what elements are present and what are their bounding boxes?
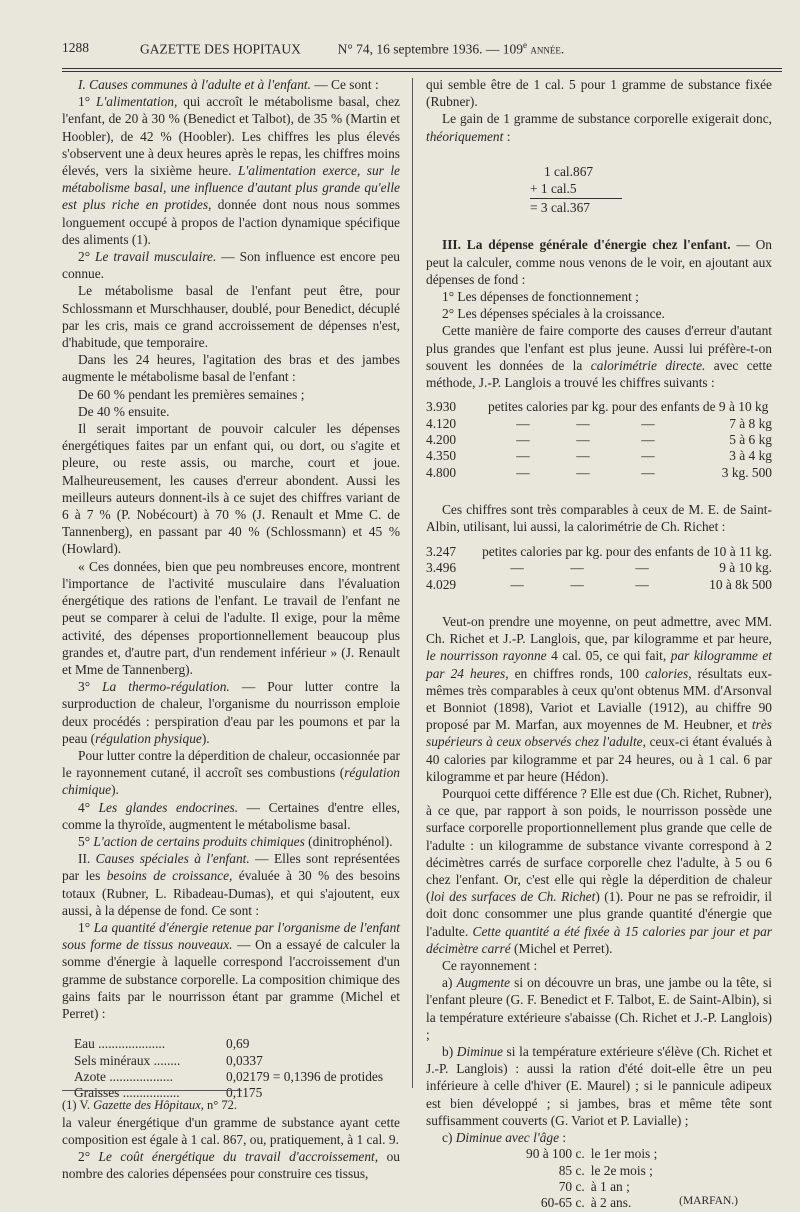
age-list-block — [426, 1146, 772, 1212]
langlois-table — [426, 399, 772, 481]
para-energie-retenue: 1° La quantité d'énergie retenue par l'organisme de l'enfant sous forme de tissus nouveaux. — On a essayé de calculer la somme d'énergie à laquelle correspond l'accroissement d'un gramme de substance corporelle. La composition chimique des gains faits par le nourrisson étant par gramme (Michel et Perret) : — [62, 919, 400, 1021]
para-thermo: 3° La thermo-régulation. — Pour lutter contre la surproduction de chaleur, l'organisme du nourrisson emploie deux procédés : perspiration d'eau par les poumons et par la peau (régulation physique). — [62, 679, 400, 746]
table-row: Graisses ................. 0,1175 — [74, 1085, 263, 1101]
para-saint-albin: Ces chiffres sont très comparables à ceux de M. E. de Saint-Albin, utilisant, lui aussi, la calorimétrie de Ch. Richet : — [426, 502, 772, 535]
footnote-rule — [62, 1090, 242, 1091]
table-row: 4.800 — — — 3 kg. 500 — [426, 464, 772, 480]
para-60: De 60 % pendant les premières semaines ; — [78, 386, 305, 402]
para-causes-speciales: II. Causes spéciales à l'enfant. — Elles sont représentées par les besoins de croissance, évaluée à 30 % des besoins totaux (Rubner, L. Ribadeau-Dumas), et qui s'ajoutent, eux aussi, à la dépense de fond. Ce sont : — [62, 851, 400, 918]
para-metabolisme: Le métabolisme basal de l'enfant peut être, pour Schlossmann et Murschhauser, doublé, pour Benedict, décuplé par les cris, mais ce grand accroissement de dépenses n'est, d'habitude, que temporaire. — [62, 283, 400, 351]
para-rayonnement: Ce rayonnement : — [442, 957, 538, 973]
para-rubner: qui semble être de 1 cal. 5 pour 1 gramme de substance fixée (Rubner). — [426, 77, 772, 110]
para-fonctionnement: 1° Les dépenses de fonctionnement ; — [442, 289, 639, 305]
left-column — [62, 76, 400, 1183]
para-cout: 2° Le coût énergétique du travail d'accroissement, ou nombre des calories dépensées pour construire ces tissus, — [62, 1149, 400, 1182]
age-list — [526, 1146, 663, 1212]
composition-table — [74, 1036, 383, 1102]
signature: (MARFAN.) — [679, 1194, 738, 1207]
para-produits: 5° L'action de certains produits chimiques (dinitrophénol). — [78, 833, 393, 849]
para-diminue: b) Diminue si la température extérieure s'élève (Ch. Richet et J.-P. Langlois) : aussi la ration d'été doit-elle être un peu inférieure à celle d'hiver (E. Maurel) ; si le pannicule adipeux est bien développé ; si jambes, bras et même tête sont suffisamment couverts (G. Variot et P. Lavialle) ; — [426, 1043, 772, 1128]
para-citation: « Ces données, bien que peu nombreuses encore, montrent l'importance de l'activité musculaire dans l'évaluation énergétique des rations de l'enfant. Le travail de l'enfant ne peut se comparer à celui de l'adulte. Il exige, pour la même activité, des dépenses proportionnellement beaucoup plus grandes et, d'autre part, d'un rendement inférieur » (J. Renault et Mme de Tannenberg). — [62, 558, 400, 677]
issue-info: N° 74, 16 septembre 1936. — 109 — [337, 41, 524, 57]
para-travail: 2° Le travail musculaire. — Son influence est encore peu connue. — [62, 249, 400, 282]
table-row: 3.496 — — — 9 à 10 kg. — [426, 560, 772, 576]
issue-suffix: année. — [530, 41, 565, 57]
para-age: c) Diminue avec l'âge : — [442, 1130, 567, 1145]
table-row: Azote ................... 0,02179 = 0,1396 de protides — [74, 1068, 384, 1084]
list-item: 85 c. le 2e mois ; — [558, 1162, 653, 1178]
header-rule-thin — [62, 71, 782, 72]
para-augmente: a) Augmente si on découvre un bras, une jambe ou la tête, si l'enfant pleure (G. F. Benedict et F. Talbot, E. de Saint-Albin), si la température extérieure s'abaisse (Ch. Richet et J.-P. Langlois) ; — [426, 975, 772, 1042]
para-valeur: la valeur énergétique d'un gramme de substance ayant cette composition est égale à 1 cal. 867, ou, pratiquement, à 1 cal. 9. — [62, 1114, 400, 1147]
para-deperdition: Pour lutter contre la déperdition de chaleur, occasionnée par le rayonnement cutané, il accroît ses combustions (régulation chimique). — [62, 747, 400, 798]
calorie-sum: 1 cal.867 + 1 cal.5 = 3 cal.367 — [530, 163, 622, 217]
table-row: 4.200 — — — 5 à 6 kg — [426, 432, 772, 448]
para-alimentation: 1° L'alimentation, qui accroît le métabolisme basal, chez l'enfant, de 20 à 30 % (Benedict et Talbot), de 35 % (Martin et Hoobler), de 42 % (Hoobler). Les chiffres les plus élevés s'observent une à deux heures après le repas, les chiffres moins élevés, vers la sixième heure. L'alimentation exerce, sur le métabolisme basal, une influence d'autant plus grande qu'elle est plus riche en protides, donnée dont nous nous sommes longuement occupé à propos de l'action dynamique spécifique des aliments (1). — [62, 94, 401, 247]
table-row: 4.120 — — — 7 à 8 kg — [426, 415, 772, 431]
table-row: 4.350 — — — 3 à 4 kg — [426, 448, 772, 464]
table-row: Eau .................... 0,69 — [74, 1036, 250, 1052]
issue-sup: e — [523, 40, 528, 50]
para-40: De 40 % ensuite. — [78, 403, 170, 419]
saint-albin-table — [426, 544, 772, 593]
para-depense-generale: III. La dépense générale d'énergie chez l'enfant. — On peut la calculer, comme nous venons de le voir, en ajoutant aux dépenses de fond : — [426, 237, 772, 287]
journal-title — [122, 40, 780, 60]
column-separator — [412, 78, 413, 1088]
journal-name: GAZETTE DES HOPITAUX — [140, 41, 301, 57]
para-glandes: 4° Les glandes endocrines. — Certaines d'entre elles, comme la thyroïde, augmentent le métabolisme basal. — [62, 799, 400, 832]
right-column — [426, 76, 772, 1212]
para-gain: Le gain de 1 gramme de substance corporelle exigerait donc, théoriquement : — [426, 111, 772, 144]
para-causes-communes: I. Causes communes à l'adulte et à l'enfant. — Ce sont : — [78, 77, 379, 92]
para-difference: Pourquoi cette différence ? Elle est due (Ch. Richet, Rubner), à ce que, par rapport à son poids, le nourrisson possède une surface corporelle proportionnellement plus grande que celle de l'adulte : un kilogramme de substance vivante correspond à 2 décimètres carrés de surface corporelle chez l'adulte, à 5 ou 6 chez l'enfant. Or, c'est elle qui règle la déperdition de chaleur (loi des surfaces de Ch. Richet) (1). Pour ne pas se refroidir, il doit donc consommer une plus grande quantité d'énergie que l'adulte. Cette quantité a été fixée à 15 calories par jour et par décimètre carré (Michel et Perret). — [426, 785, 773, 956]
para-moyenne: Veut-on prendre une moyenne, on peut admettre, avec MM. Ch. Richet et J.-P. Langlois, que, par kilogramme et par heure, le nourrisson rayonne 4 cal. 05, ce qui fait, par kilogramme et par 24 heures, en chiffres ronds, 100 calories, résultats eux-mêmes très comparables à ceux qu'ont obtenus MM. d'Arsonval et Bonniot (1898), Variot et Lavialle (1912), au chiffre 90 proposé par M. Marfan, aux moyennes de M. Heubner, et très supérieurs à ceux observés chez l'adulte, ceux-ci étant évalués à 40 calories par kilogramme et par 24 heures, ou à 1 cal. 6 par kilogramme et par heure (Hédon). — [426, 613, 772, 784]
para-agitation: Dans les 24 heures, l'agitation des bras et des jambes augmente le métabolisme basal de l'enfant : — [62, 352, 400, 385]
table-row: Sels minéraux ........ 0,0337 — [74, 1052, 263, 1068]
para-croissance: 2° Les dépenses spéciales à la croissance. — [442, 306, 665, 322]
list-item: 90 à 100 c. le 1er mois ; — [526, 1146, 658, 1162]
footnote: (1) V. Gazette des Hôpitaux, n° 72. — [62, 1098, 238, 1112]
page-number: 1288 — [62, 40, 89, 55]
para-calorimetrie: Cette manière de faire comporte des causes d'erreur d'autant plus grandes que l'enfant est plus jeune. Aussi lui préfère-t-on souvent les données de la calorimétrie directe. avec cette méthode, J.-P. Langlois a trouvé les chiffres suivants : — [426, 323, 772, 391]
running-header — [62, 40, 780, 60]
para-depenses: Il serait important de pouvoir calculer les dépenses énergétiques faites par un enfant qui, ou dort, ou s'agite et pleure, ou reste assis, ou marche, court et joue. Malheureusement, les causes d'erreur abondent. Aussi les meilleurs auteurs donnent-ils à ce sujet des chiffres variant de 6 à 7 % (P. Nobécourt) à 70 % (J. Renault et Mme C. de Tannenberg), en passant par 40 % (Schlossmann) et 45 % (Howlard). — [62, 421, 400, 557]
list-item: 70 c. à 1 an ; — [558, 1179, 630, 1195]
table-row: 3.930 petites calories par kg. pour des enfants de 9 à 10 kg — [426, 399, 769, 415]
list-item: 60-65 c. à 2 ans. — [540, 1195, 632, 1211]
header-rule — [62, 68, 782, 69]
table-row: 3.247 petites calories par kg. pour des enfants de 10 à 11 kg. — [426, 543, 772, 559]
table-row: 4.029 — — — 10 à 8k 500 — [426, 576, 772, 592]
